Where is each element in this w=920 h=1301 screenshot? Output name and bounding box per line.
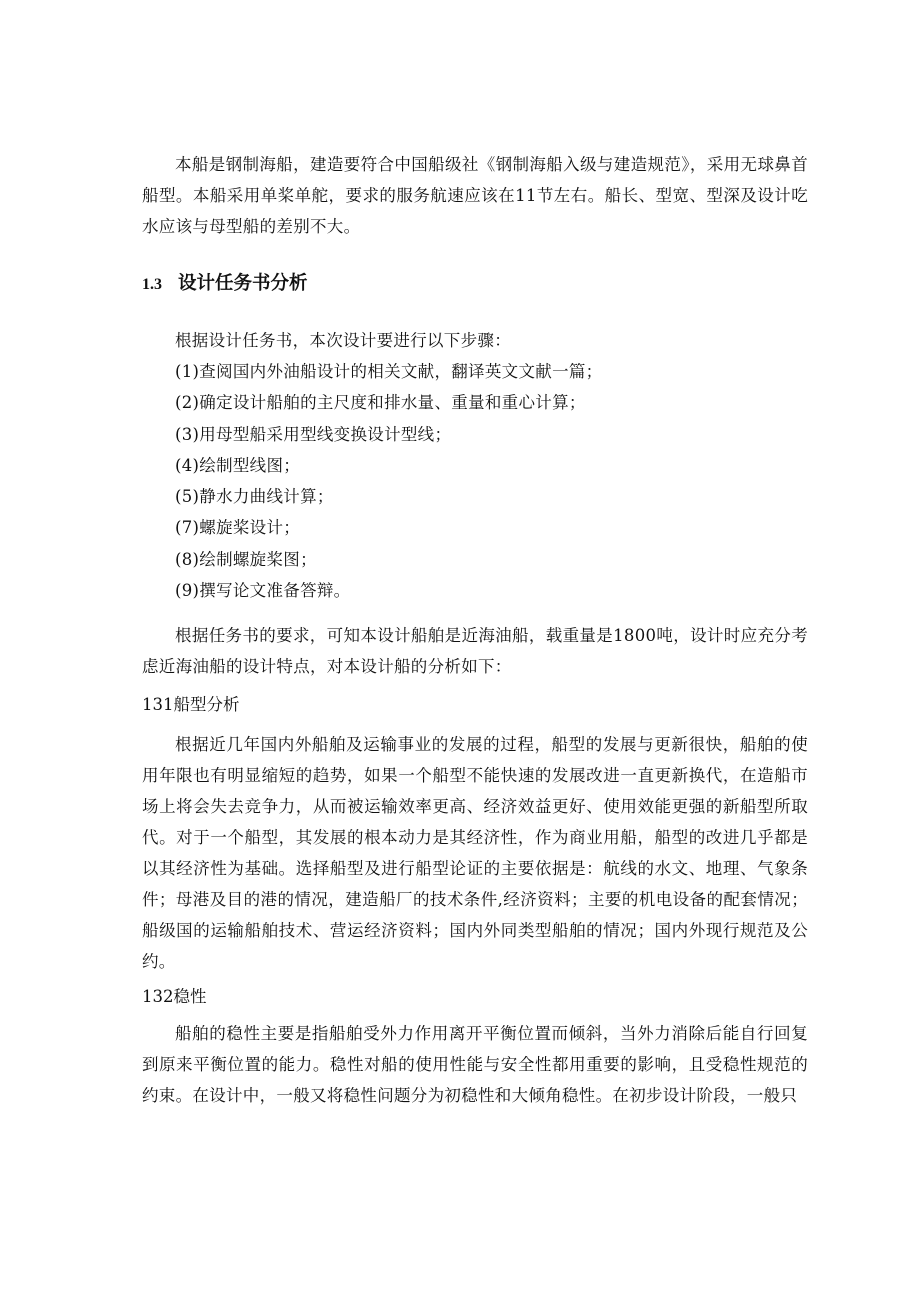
list-item: (8)绘制螺旋桨图； (175, 549, 317, 569)
list-item: (3)用母型船采用型线变换设计型线； (175, 424, 452, 444)
section-title: 设计任务书分析 (178, 273, 308, 294)
list-item: (5)静水力曲线计算； (175, 487, 334, 507)
requirement-paragraph: 根据任务书的要求，可知本设计船舶是近海油船，载重量是1800吨，设计时应充分考虑近海油船的设计特点，对本设计船的分析如下： (142, 626, 808, 676)
design-steps-list (175, 356, 602, 606)
list-item: (9)撰写论文准备答辩。 (175, 581, 351, 601)
intro-paragraph: 本船是钢制海船，建造要符合中国船级社《钢制海船入级与建造规范》，采用无球鼻首船型。本船采用单桨单舵，要求的服务航速应该在11节左右。船长、型宽、型深及设计吃水应该与母型船的差别不大。 (142, 155, 808, 236)
stability-paragraph: 船舶的稳性主要是指船舶受外力作用离开平衡位置而倾斜，当外力消除后能自行回复到原来平衡位置的能力。稳性对船的使用性能与安全性都用重要的影响，且受稳性规范的约束。在设计中，一般又将稳性问题分为初稳性和大倾角稳性。在初步设计阶段，一般只 (142, 1024, 808, 1105)
list-item: (2)确定设计船舶的主尺度和排水量、重量和重心计算； (175, 393, 586, 413)
task-intro-paragraph: 根据设计任务书，本次设计要进行以下步骤： (175, 331, 511, 350)
ship-type-paragraph: 根据近几年国内外船舶及运输事业的发展的过程，船型的发展与更新很快，船舶的使用年限也有明显缩短的趋势，如果一个船型不能快速的发展改进一直更新换代，在造船市场上将会失去竞争力，从而被运输效率更高、经济效益更好、使用效能更强的新船型所取代。对于一个船型，其发展的根本动力是其经济性，作为商业用船，船型的改进几乎都是以其经济性为基础。选择船型及进行船型论证的主要依据是：航线的水文、地理、气象条件；母港及目的港的情况，建造船厂的技术条件,经济资料；主要的机电设备的配套情况；船级国的运输船舶技术、营运经济资料；国内外同类型船舶的情况；国内外现行规范及公约。 (142, 735, 808, 971)
list-item: (1)查阅国内外油船设计的相关文献，翻译英文文献一篇； (175, 362, 603, 381)
list-item: (4)绘制型线图； (175, 455, 301, 475)
list-item: (7)螺旋桨设计； (175, 518, 301, 538)
ship-type-heading: 131船型分析 (142, 695, 240, 714)
section-heading (142, 270, 308, 299)
stability-heading: 132稳性 (142, 987, 207, 1006)
section-number: 1.3 (142, 276, 162, 293)
